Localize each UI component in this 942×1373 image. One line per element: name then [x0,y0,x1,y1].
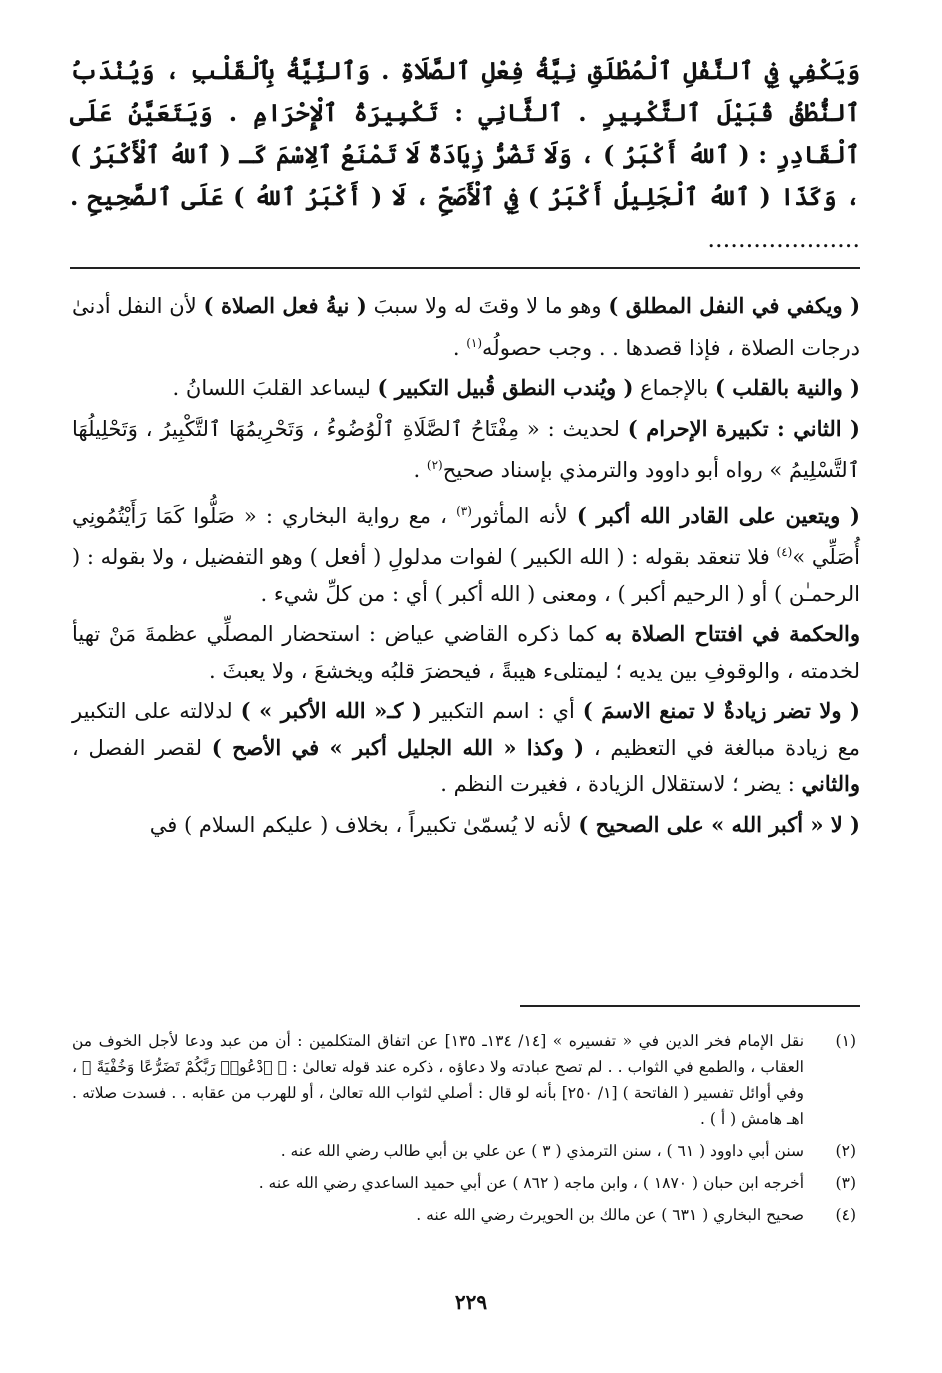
footnote-ref: (٤) [776,545,793,559]
main-text-dots: .................... [707,225,860,253]
commentary-paragraph [72,288,860,366]
commentary-quote: ( ويُندب النطق قُبيل التكبير ) [377,375,634,400]
main-text-label-second: ٱلثَّانِي [478,98,563,127]
commentary-text: أي : اسم التكبير [421,699,583,723]
commentary-text: فلا تنعقد بقوله : ( الله الكبير ) لفوات مدلولِ ( أفعل ) وهو التفضيل ، ولا بقوله : ( الرحمـٰن ) أو ( الرحيم أكبر ) ، ومعنى ( الله أكبر ) أي : من كلِّ شيء . [72,545,860,606]
footnote-number: (١) [835,1032,856,1050]
main-text-paragraph [70,50,860,260]
footnote-text: أخرجه ابن حبان ( ١٨٧٠ ) ، وابن ماجه ( ٨٦٢ ) عن أبي حميد الساعدي رضي الله عنه . [258,1174,804,1192]
footnote-text: نقل الإمام فخر الدين في « تفسيره » [١٤/ ١٣٤ـ ١٣٥] عن اتفاق المتكلمين : أن من عبد ودعا لأجل الخوف من العقاب ، والطمع في الثواب . . لم تصح عبادته ولا دعاؤه ، ذكره عند قوله تعالىٰ : ﴿ ٱدْعُوا۟ رَبَّكُمْ تَضَرُّعًا وَخُفْيَةً ﴾ ، وفي أوائل تفسير ( الفاتحة ) [١/ ٢٥٠] بأنه لو قال : أصلي لثواب الله تعالىٰ ، أو للهرب من عقابه . . فسدت صلاته . اهـ هامش ( أ ) . [72,1032,805,1128]
commentary-text: ، مع رواية البخاري : « صَلُّوا كَمَا رَأَيْتُمُونِي أُصَلِّي » [72,503,860,569]
footnote-ref: (٢) [426,458,443,472]
commentary-quote: ( ولا تضر زيادةٌ لا تمنع الاسمَ ) [582,698,860,723]
footnote-number: (٢) [835,1142,856,1160]
footnote-text: صحيح البخاري ( ٦٣١ ) عن مالك بن الحويرث رضي الله عنه . [416,1206,804,1224]
commentary-text: لأن النفل أدنىٰ درجات الصلاة ، فإذا قصدها . . وجب حصولُه [72,294,860,360]
commentary-text: لدلالته على التكبير مع زيادة مبالغة في التعظيم ، [72,699,860,760]
commentary-paragraph [72,616,860,689]
main-text [70,50,860,260]
commentary-text: ليساعد القلبَ اللسانُ . [172,376,378,400]
commentary-text: لأنه لا يُسمّىٰ تكبيراً ، بخلاف ( عليكم السلام ) في [149,812,579,837]
footnote-ref: (١) [466,335,483,350]
footnote [72,1138,856,1164]
commentary-paragraph [72,370,860,407]
commentary-paragraph [72,411,860,489]
main-text-divider [70,267,860,269]
footnote [72,1202,856,1228]
commentary-quote: والحكمة في افتتاح الصلاة به [604,621,861,646]
footnote-divider [520,1005,860,1007]
commentary-text: . [452,335,467,360]
commentary-quote: ( ويكفي في النفل المطلق ) [608,293,861,318]
commentary-text: كما ذكره القاضي عياض : استحضار المصلِّي عظمةَ مَنْ تهيأ لخدمته ، والوقوفِ بين يديه ؛ ليمتلىء هيبةً ، فيحضرَ قلبُه ويخشعَ ، ولا يعبثَ . [72,622,860,683]
commentary-quote: ( الثاني : تكبيرة الإحرام ) [627,415,860,441]
commentary-quote: والثاني [801,771,860,796]
footnote [72,1170,856,1196]
commentary [72,288,860,843]
footnote-number: (٤) [835,1206,856,1224]
commentary-text: لحديث : « مِفْتَاحُ ٱلصَّلَاةِ ٱلْوُضُوءُ ، وَتَحْرِيمُهَا ٱلتَّكْبِيرُ ، وَتَحْلِيلُهَا ٱلتَّسْلِيمُ » رواه أبو داوود والترمذي بإسناد صحيح [72,416,860,482]
commentary-text: بالإجماع [633,376,716,400]
commentary-text: . [413,458,427,482]
main-text-body: : تَكْبِيرَةُ ٱلْإِحْرَامِ . وَيَتَعَيَّنُ عَلَى ٱلْقَادِرِ : ( ٱللهُ أَكْبَرُ ) ، وَلَا تَضُرُّ زِيَادَةٌ لَا تَمْنَعُ ٱلِاسْمَ كَـ ( ٱللهُ ٱلْأَكْبَرُ ) ، وَكَذَا ( ٱللهُ ٱلْجَلِيلُ أَكْبَرُ ) فِي ٱلْأَصَحِّ ، لَا ( أَكْبَرُ ٱللهُ ) عَلَى ٱلصَّحِيحِ . [70,98,860,211]
commentary-quote: ( نيةُ فعل الصلاة ) [203,293,367,318]
commentary-paragraph [72,693,860,803]
commentary-text: لأنه المأثور [471,503,577,528]
commentary-text: لقصر الفصل ، [72,735,212,760]
commentary-quote: ( لا « أكبر الله » على الصحيح ) [578,811,860,837]
commentary-paragraph [72,493,860,613]
commentary-quote: ( والنية بالقلب ) [715,375,860,400]
footnotes [72,1028,856,1234]
footnote-text: سنن أبي داوود ( ٦١ ) ، سنن الترمذي ( ٣ ) عن علي بن أبي طالب رضي الله عنه . [280,1142,804,1160]
footnote-ref: (٣) [456,503,472,518]
commentary-quote: ( ويتعين على القادر الله أكبر ) [576,502,860,528]
commentary-text: وهو ما لا وقتَ له ولا سببَ [366,294,609,318]
commentary-text: : يضر ؛ لاستقلال الزيادة ، فغيرت النظم . [440,772,802,796]
commentary-paragraph [72,807,860,844]
commentary-quote: ( كـ« الله الأكبر » ) [240,698,422,723]
main-text-lead: وَيَكْفِي فِي ٱلنَّفْلِ ٱلْمُطْلَقِ نِيَّةُ فِعْلِ ٱلصَّلَاةِ . وَٱلنِّيَّةُ بِٱلْقَلْبِ ، وَيُنْدَبُ ٱلنُّطْقُ قُبَيْلَ ٱلتَّكْبِيرِ . [70,56,861,127]
page-number: ٢٢٩ [454,1290,488,1314]
footnote [72,1028,856,1132]
commentary-quote: ( وكذا « الله الجليل أكبر » في الأصح ) [211,734,585,760]
footnote-number: (٣) [835,1174,856,1192]
